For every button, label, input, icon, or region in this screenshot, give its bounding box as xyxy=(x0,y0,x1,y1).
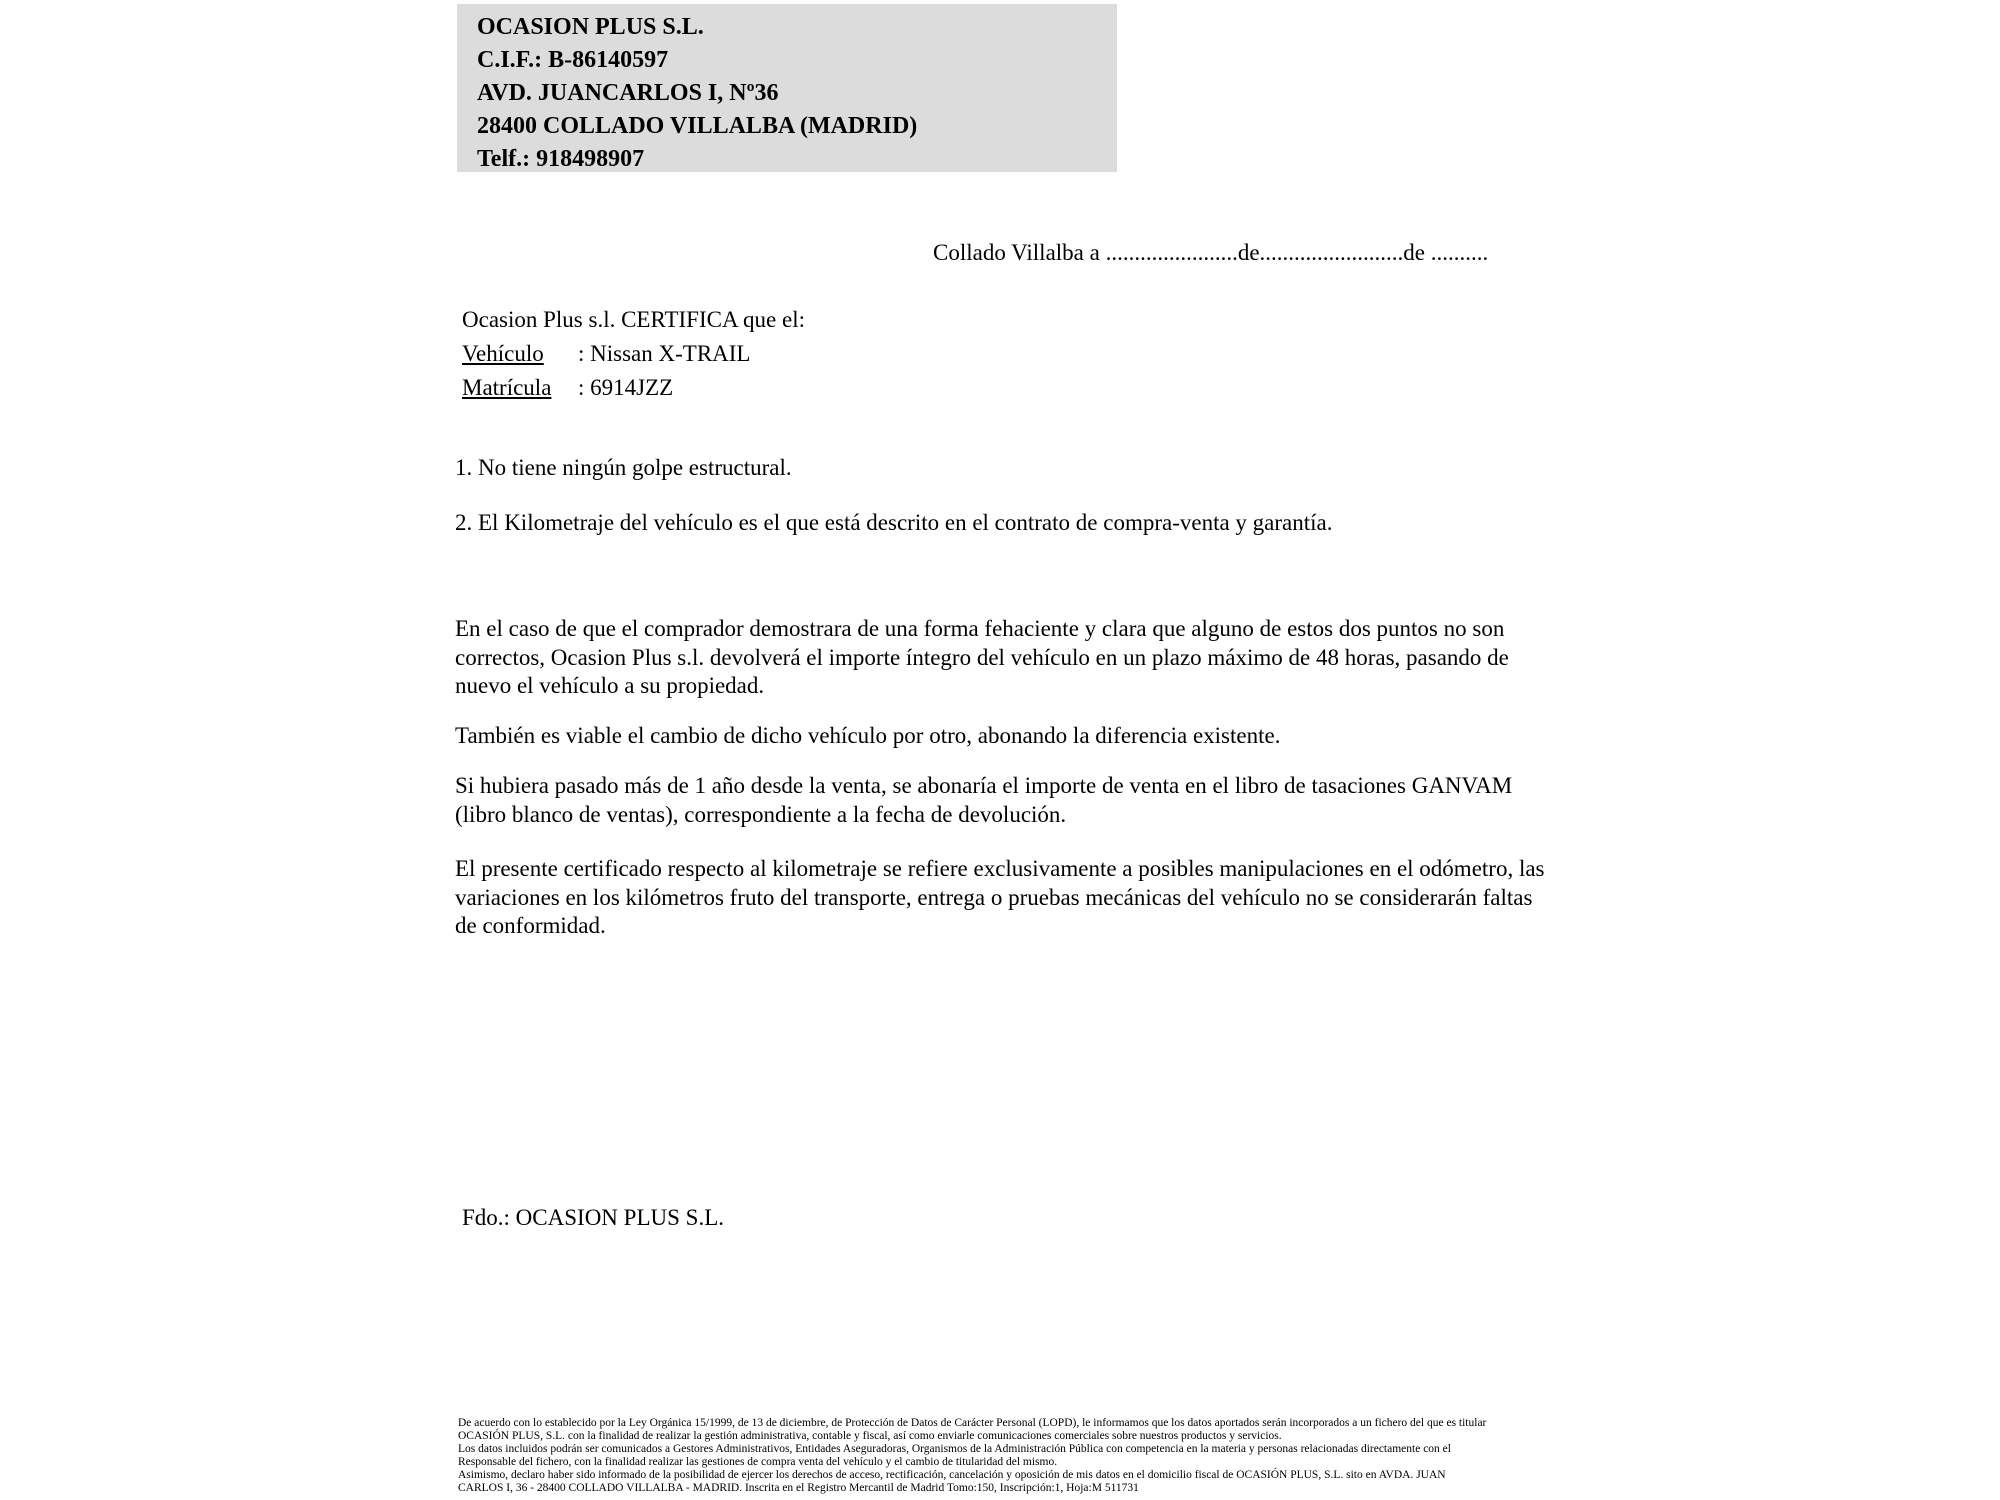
certify-block xyxy=(462,303,805,405)
legal-line: Responsable del fichero, con la finalidad realizar las gestiones de compra venta del vehículo y el cambio de titularidad del mismo. xyxy=(458,1456,1058,1468)
company-address: AVD. JUANCARLOS I, Nº36 xyxy=(477,80,779,106)
legal-fine-print xyxy=(458,1417,1486,1495)
vehicle-label: Vehículo xyxy=(462,341,544,366)
plate-label: Matrícula xyxy=(462,375,552,400)
date-line: Collado Villalba a .......................de.........................de .......... xyxy=(933,240,1489,265)
paragraph-odometer: El presente certificado respecto al kilometraje se refiere exclusivamente a posibles manipulaciones en el odómetro, las variaciones en los kilómetros fruto del transporte, entrega o pruebas mecánicas del vehículo no se considerarán faltas de conformidad. xyxy=(455,856,1545,938)
certify-intro: Ocasion Plus s.l. CERTIFICA que el: xyxy=(462,307,805,332)
paragraph-ganvam: Si hubiera pasado más de 1 año desde la venta, se abonaría el importe de venta en el libro de tasaciones GANVAM (libro blanco de ventas), correspondiente a la fecha de devolución. xyxy=(455,773,1513,827)
paragraph-exchange: También es viable el cambio de dicho vehículo por otro, abonando la diferencia existente. xyxy=(455,723,1281,748)
vehicle-row xyxy=(462,337,805,371)
point-2: 2. El Kilometraje del vehículo es el que está descrito en el contrato de compra-venta y garantía. xyxy=(455,510,1333,535)
company-city: 28400 COLLADO VILLALBA (MADRID) xyxy=(477,113,918,139)
legal-line: CARLOS I, 36 - 28400 COLLADO VILLALBA - MADRID. Inscrita en el Registro Mercantil de Madrid Tomo:150, Inscripción:1, Hoja:M 511731 xyxy=(458,1482,1139,1494)
paragraph-refund: En el caso de que el comprador demostrara de una forma fehaciente y clara que alguno de estos dos puntos no son correctos, Ocasion Plus s.l. devolverá el importe íntegro del vehículo en un plazo máximo de 48 horas, pasando de nuevo el vehículo a su propiedad. xyxy=(455,616,1509,698)
company-header-box xyxy=(457,4,1117,172)
legal-line: Los datos incluidos podrán ser comunicados a Gestores Administrativos, Entidades Aseguradoras, Organismos de la Administración Pública con competencia en la materia y personas relacionadas directamente con el xyxy=(458,1443,1451,1455)
company-name: OCASION PLUS S.L. xyxy=(477,14,704,40)
legal-line: OCASIÓN PLUS, S.L. con la finalidad de realizar la gestión administrativa, contable y fiscal, así como enviarle comunicaciones comerciales sobre nuestros productos y servicios. xyxy=(458,1430,1282,1442)
vehicle-value: : Nissan X-TRAIL xyxy=(578,341,751,366)
plate-row xyxy=(462,371,805,405)
point-1: 1. No tiene ningún golpe estructural. xyxy=(455,455,792,480)
legal-line: De acuerdo con lo establecido por la Ley Orgánica 15/1999, de 13 de diciembre, de Protección de Datos de Carácter Personal (LOPD), le informamos que los datos aportados serán incorporados a un fichero del que es titular xyxy=(458,1417,1487,1429)
legal-line: Asimismo, declaro haber sido informado de la posibilidad de ejercer los derechos de acceso, rectificación, cancelación y oposición de mis datos en el domicilio fiscal de OCASIÓN PLUS, S.L. sito en AVDA. JUAN xyxy=(458,1469,1446,1481)
company-phone: Telf.: 918498907 xyxy=(477,146,645,172)
plate-value: : 6914JZZ xyxy=(578,375,674,400)
company-cif: C.I.F.: B-86140597 xyxy=(477,47,669,73)
signature-line: Fdo.: OCASION PLUS S.L. xyxy=(462,1205,724,1230)
